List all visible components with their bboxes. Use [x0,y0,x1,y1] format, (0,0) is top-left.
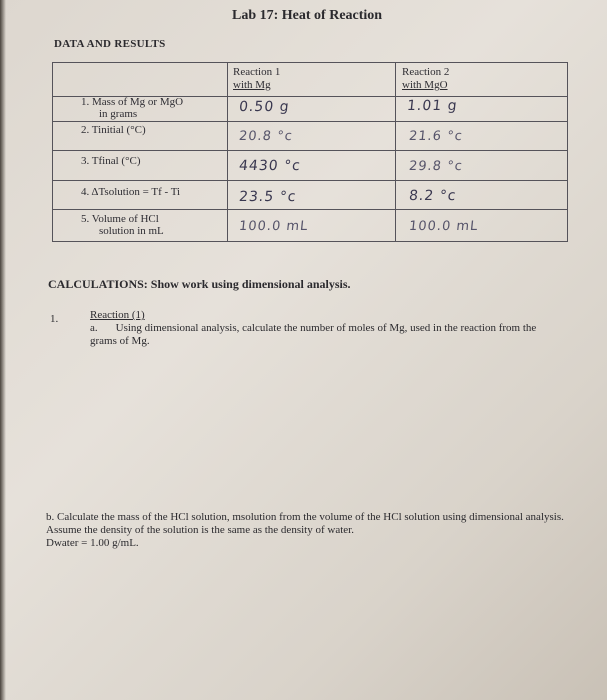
question-a-text: Using dimensional analysis, calculate the number of moles of Mg, used in the reaction from the grams of Mg. [90,322,537,347]
value-mass-reaction-2: 1.01 g [406,98,459,114]
question-b-text: b. Calculate the mass of the HCl solution, msolution from the volume of the HCl solution using dimensional analysis. Assume the density of the solution is the same as the density of water. [46,511,564,536]
row-label-line: in grams [99,108,138,120]
value-delta-t-reaction-1: 23.5 °c [238,189,298,205]
item-number: 1. [50,313,59,325]
row-label-line: 5. Volume of HCl [81,213,159,225]
question-a [90,322,560,348]
row-label-volume [81,213,164,237]
value-delta-t-reaction-2: 8.2 °c [408,188,458,204]
row-label-line: solution in mL [99,225,164,237]
column-header-reaction-1 [233,66,280,92]
table-rule [53,121,567,122]
column-header-reaction-2 [402,66,449,92]
column-header-line: with MgO [402,79,448,91]
section-heading: DATA AND RESULTS [54,38,166,50]
table-rule [53,150,567,151]
row-label-tinitial: 2. Tinitial (°C) [81,124,146,136]
column-header-line: Reaction 1 [233,66,281,78]
page-shadow [0,0,6,700]
row-label-mass [81,96,183,120]
table-rule [53,209,567,210]
value-volume-reaction-1: 100.0 mL [238,219,310,234]
row-label-line: 1. Mass of Mg or MgO [81,96,184,108]
column-header-line: with Mg [233,79,271,91]
table-divider [395,63,396,241]
value-tfinal-reaction-1: 4430 °c [238,158,302,174]
row-label-tfinal: 3. Tfinal (°C) [81,155,141,167]
reaction-label: Reaction (1) [90,309,145,321]
value-volume-reaction-2: 100.0 mL [408,219,480,234]
row-label-delta-t: 4. ΔTsolution = Tf - Ti [81,186,181,198]
table-divider [227,63,228,241]
value-tinitial-reaction-2: 21.6 °c [408,129,464,144]
calculations-heading: CALCULATIONS: Show work using dimensional analysis. [48,277,351,291]
page-title: Lab 17: Heat of Reaction [232,8,383,23]
data-table [52,62,568,242]
column-header-line: Reaction 2 [402,66,450,78]
question-b [46,511,586,550]
question-a-label: a. [90,322,98,334]
value-tfinal-reaction-2: 29.8 °c [408,159,464,174]
question-b-density: Dwater = 1.00 g/mL. [46,537,139,549]
value-mass-reaction-1: 0.50 g [238,99,291,115]
value-tinitial-reaction-1: 20.8 °c [238,129,294,144]
table-rule [53,180,567,181]
